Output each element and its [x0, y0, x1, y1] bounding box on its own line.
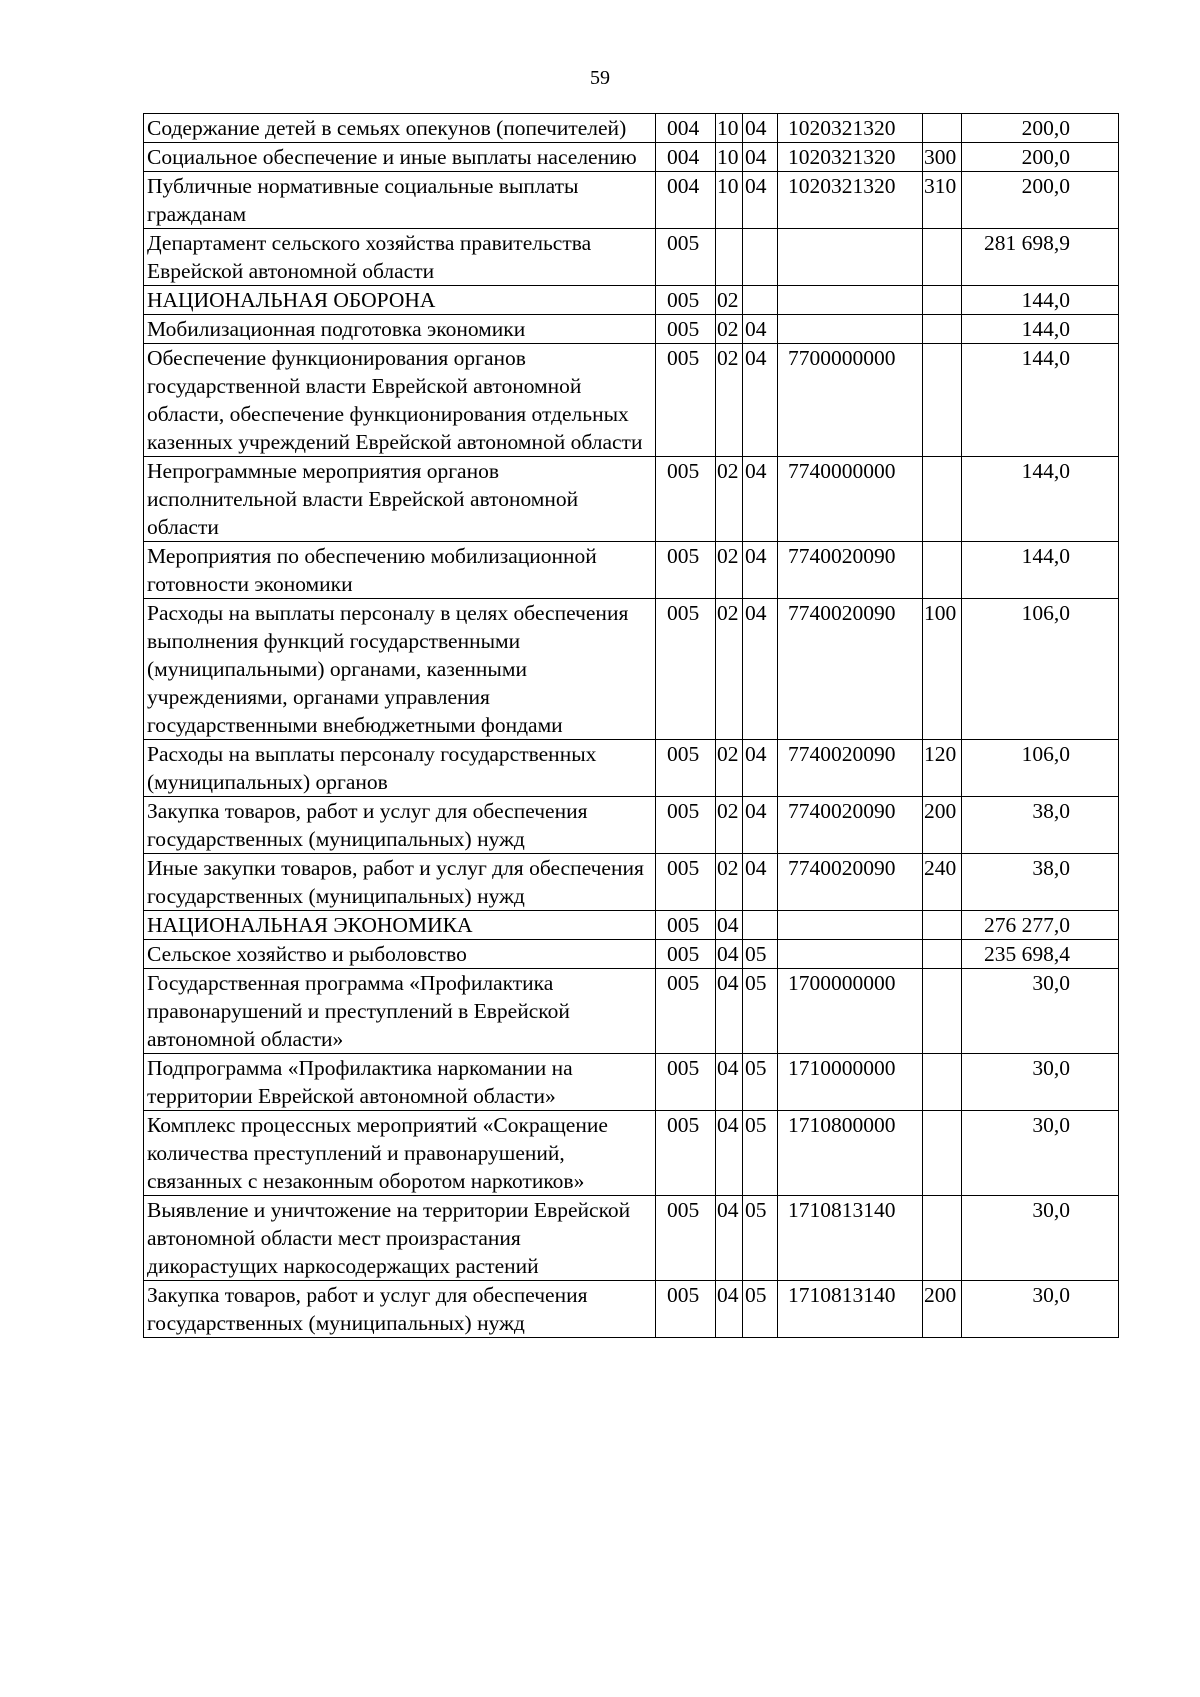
page-number: 59 — [590, 67, 610, 89]
row-ved-code-cell: 005 — [656, 457, 716, 542]
row-section-code-cell: 02 — [716, 599, 743, 740]
table-body — [144, 114, 1119, 1338]
table-row — [144, 911, 1119, 940]
row-target-article-cell — [778, 940, 923, 969]
row-subsection-code-cell: 05 — [743, 1054, 778, 1111]
row-target-article-cell: 7740020090 — [778, 740, 923, 797]
row-target-article-cell — [778, 286, 923, 315]
row-ved-code-cell: 005 — [656, 599, 716, 740]
row-target-article-cell: 1710813140 — [778, 1196, 923, 1281]
row-subsection-code-cell: 04 — [743, 457, 778, 542]
row-target-article-cell — [778, 315, 923, 344]
table-row — [144, 457, 1119, 542]
row-ved-code-cell: 005 — [656, 1281, 716, 1338]
row-expense-type-cell — [923, 1196, 962, 1281]
row-section-code-cell — [716, 229, 743, 286]
row-section-code-cell: 04 — [716, 1281, 743, 1338]
row-expense-type-cell — [923, 542, 962, 599]
row-expense-type-cell — [923, 969, 962, 1054]
row-expense-type-cell — [923, 344, 962, 457]
row-amount-cell: 144,0 — [962, 286, 1119, 315]
table-row — [144, 1281, 1119, 1338]
row-amount-cell: 144,0 — [962, 457, 1119, 542]
row-amount-cell: 144,0 — [962, 315, 1119, 344]
row-amount-cell: 200,0 — [962, 114, 1119, 143]
row-expense-type-cell — [923, 114, 962, 143]
row-target-article-cell: 7700000000 — [778, 344, 923, 457]
row-expense-type-cell: 120 — [923, 740, 962, 797]
row-section-code-cell: 02 — [716, 542, 743, 599]
row-name-cell: Расходы на выплаты персоналу в целях обеспечения выполнения функций государственными (муниципальными) органами, казенными учреждениями, органами управления государственными внебюджетными фондами — [144, 599, 656, 740]
row-amount-cell: 38,0 — [962, 797, 1119, 854]
table-row — [144, 797, 1119, 854]
row-amount-cell: 276 277,0 — [962, 911, 1119, 940]
table-row — [144, 740, 1119, 797]
row-ved-code-cell: 005 — [656, 315, 716, 344]
row-name-cell: Выявление и уничтожение на территории Еврейской автономной области мест произрастания дикорастущих наркосодержащих растений — [144, 1196, 656, 1281]
row-name-cell: Обеспечение функционирования органов государственной власти Еврейской автономной области, обеспечение функционирования отдельных казенных учреждений Еврейской автономной области — [144, 344, 656, 457]
row-section-code-cell: 02 — [716, 740, 743, 797]
row-expense-type-cell — [923, 940, 962, 969]
row-section-code-cell: 04 — [716, 1196, 743, 1281]
row-subsection-code-cell: 05 — [743, 940, 778, 969]
row-subsection-code-cell: 04 — [743, 740, 778, 797]
row-amount-cell: 30,0 — [962, 1111, 1119, 1196]
row-section-code-cell: 02 — [716, 797, 743, 854]
row-ved-code-cell: 004 — [656, 143, 716, 172]
row-subsection-code-cell — [743, 911, 778, 940]
row-expense-type-cell — [923, 286, 962, 315]
row-ved-code-cell: 005 — [656, 1054, 716, 1111]
row-ved-code-cell: 005 — [656, 1111, 716, 1196]
row-subsection-code-cell — [743, 286, 778, 315]
table-row — [144, 542, 1119, 599]
row-section-code-cell: 10 — [716, 114, 743, 143]
row-name-cell: Закупка товаров, работ и услуг для обеспечения государственных (муниципальных) нужд — [144, 797, 656, 854]
row-expense-type-cell: 100 — [923, 599, 962, 740]
row-target-article-cell: 7740020090 — [778, 599, 923, 740]
row-target-article-cell: 7740000000 — [778, 457, 923, 542]
row-ved-code-cell: 004 — [656, 172, 716, 229]
row-ved-code-cell: 005 — [656, 286, 716, 315]
row-ved-code-cell: 005 — [656, 911, 716, 940]
row-ved-code-cell: 005 — [656, 1196, 716, 1281]
row-amount-cell: 235 698,4 — [962, 940, 1119, 969]
row-name-cell: НАЦИОНАЛЬНАЯ ОБОРОНА — [144, 286, 656, 315]
table-row — [144, 315, 1119, 344]
row-section-code-cell: 04 — [716, 969, 743, 1054]
row-target-article-cell: 1710813140 — [778, 1281, 923, 1338]
row-ved-code-cell: 005 — [656, 854, 716, 911]
row-ved-code-cell: 005 — [656, 542, 716, 599]
row-name-cell: Подпрограмма «Профилактика наркомании на территории Еврейской автономной области» — [144, 1054, 656, 1111]
row-subsection-code-cell: 05 — [743, 1281, 778, 1338]
row-name-cell: Содержание детей в семьях опекунов (попечителей) — [144, 114, 656, 143]
row-target-article-cell: 1710000000 — [778, 1054, 923, 1111]
row-expense-type-cell: 240 — [923, 854, 962, 911]
row-name-cell: Департамент сельского хозяйства правительства Еврейской автономной области — [144, 229, 656, 286]
row-amount-cell: 30,0 — [962, 1196, 1119, 1281]
table-row — [144, 114, 1119, 143]
row-amount-cell: 144,0 — [962, 344, 1119, 457]
row-amount-cell: 30,0 — [962, 1281, 1119, 1338]
row-ved-code-cell: 005 — [656, 740, 716, 797]
row-section-code-cell: 02 — [716, 315, 743, 344]
row-expense-type-cell — [923, 229, 962, 286]
row-amount-cell: 200,0 — [962, 143, 1119, 172]
row-section-code-cell: 10 — [716, 172, 743, 229]
row-name-cell: Социальное обеспечение и иные выплаты населению — [144, 143, 656, 172]
row-target-article-cell: 7740020090 — [778, 854, 923, 911]
table-row — [144, 1196, 1119, 1281]
row-expense-type-cell — [923, 315, 962, 344]
row-name-cell: Сельское хозяйство и рыболовство — [144, 940, 656, 969]
row-expense-type-cell — [923, 1054, 962, 1111]
row-target-article-cell — [778, 229, 923, 286]
row-name-cell: Публичные нормативные социальные выплаты гражданам — [144, 172, 656, 229]
row-amount-cell: 30,0 — [962, 969, 1119, 1054]
row-target-article-cell: 1020321320 — [778, 143, 923, 172]
row-section-code-cell: 10 — [716, 143, 743, 172]
row-subsection-code-cell: 04 — [743, 599, 778, 740]
row-amount-cell: 200,0 — [962, 172, 1119, 229]
row-expense-type-cell: 200 — [923, 1281, 962, 1338]
row-expense-type-cell: 200 — [923, 797, 962, 854]
row-expense-type-cell — [923, 1111, 962, 1196]
row-ved-code-cell: 005 — [656, 969, 716, 1054]
row-name-cell: Расходы на выплаты персоналу государственных (муниципальных) органов — [144, 740, 656, 797]
row-ved-code-cell: 005 — [656, 797, 716, 854]
row-subsection-code-cell: 04 — [743, 143, 778, 172]
row-amount-cell: 106,0 — [962, 740, 1119, 797]
row-subsection-code-cell: 04 — [743, 114, 778, 143]
row-target-article-cell: 1020321320 — [778, 114, 923, 143]
budget-table — [143, 113, 1119, 1338]
row-name-cell: Мобилизационная подготовка экономики — [144, 315, 656, 344]
row-section-code-cell: 04 — [716, 1111, 743, 1196]
row-subsection-code-cell: 05 — [743, 1196, 778, 1281]
row-amount-cell: 106,0 — [962, 599, 1119, 740]
row-name-cell: Мероприятия по обеспечению мобилизационной готовности экономики — [144, 542, 656, 599]
row-subsection-code-cell: 04 — [743, 854, 778, 911]
row-section-code-cell: 04 — [716, 911, 743, 940]
table-row — [144, 286, 1119, 315]
table-row — [144, 229, 1119, 286]
row-subsection-code-cell: 04 — [743, 315, 778, 344]
table-row — [144, 940, 1119, 969]
row-subsection-code-cell: 04 — [743, 797, 778, 854]
row-target-article-cell: 1020321320 — [778, 172, 923, 229]
table-row — [144, 344, 1119, 457]
row-name-cell: Закупка товаров, работ и услуг для обеспечения государственных (муниципальных) нужд — [144, 1281, 656, 1338]
row-subsection-code-cell: 04 — [743, 172, 778, 229]
row-subsection-code-cell: 05 — [743, 1111, 778, 1196]
row-name-cell: Непрограммные мероприятия органов исполнительной власти Еврейской автономной области — [144, 457, 656, 542]
row-amount-cell: 30,0 — [962, 1054, 1119, 1111]
row-amount-cell: 281 698,9 — [962, 229, 1119, 286]
table-row — [144, 143, 1119, 172]
row-name-cell: Комплекс процессных мероприятий «Сокращение количества преступлений и правонарушений, связанных с незаконным оборотом наркотиков» — [144, 1111, 656, 1196]
row-target-article-cell: 1710800000 — [778, 1111, 923, 1196]
row-ved-code-cell: 005 — [656, 229, 716, 286]
row-name-cell: Иные закупки товаров, работ и услуг для обеспечения государственных (муниципальных) нужд — [144, 854, 656, 911]
row-target-article-cell: 1700000000 — [778, 969, 923, 1054]
row-expense-type-cell: 300 — [923, 143, 962, 172]
row-section-code-cell: 04 — [716, 1054, 743, 1111]
row-amount-cell: 144,0 — [962, 542, 1119, 599]
row-section-code-cell: 04 — [716, 940, 743, 969]
row-section-code-cell: 02 — [716, 344, 743, 457]
row-section-code-cell: 02 — [716, 457, 743, 542]
row-subsection-code-cell: 04 — [743, 344, 778, 457]
table-row — [144, 1054, 1119, 1111]
row-subsection-code-cell: 04 — [743, 542, 778, 599]
row-expense-type-cell: 310 — [923, 172, 962, 229]
table-row — [144, 969, 1119, 1054]
row-expense-type-cell — [923, 911, 962, 940]
row-name-cell: Государственная программа «Профилактика правонарушений и преступлений в Еврейской автономной области» — [144, 969, 656, 1054]
row-amount-cell: 38,0 — [962, 854, 1119, 911]
row-ved-code-cell: 004 — [656, 114, 716, 143]
row-target-article-cell: 7740020090 — [778, 542, 923, 599]
row-subsection-code-cell: 05 — [743, 969, 778, 1054]
row-target-article-cell — [778, 911, 923, 940]
row-section-code-cell: 02 — [716, 854, 743, 911]
table-row — [144, 854, 1119, 911]
row-subsection-code-cell — [743, 229, 778, 286]
row-ved-code-cell: 005 — [656, 344, 716, 457]
row-target-article-cell: 7740020090 — [778, 797, 923, 854]
table-row — [144, 1111, 1119, 1196]
table-row — [144, 599, 1119, 740]
row-ved-code-cell: 005 — [656, 940, 716, 969]
row-name-cell: НАЦИОНАЛЬНАЯ ЭКОНОМИКА — [144, 911, 656, 940]
row-expense-type-cell — [923, 457, 962, 542]
row-section-code-cell: 02 — [716, 286, 743, 315]
table-row — [144, 172, 1119, 229]
